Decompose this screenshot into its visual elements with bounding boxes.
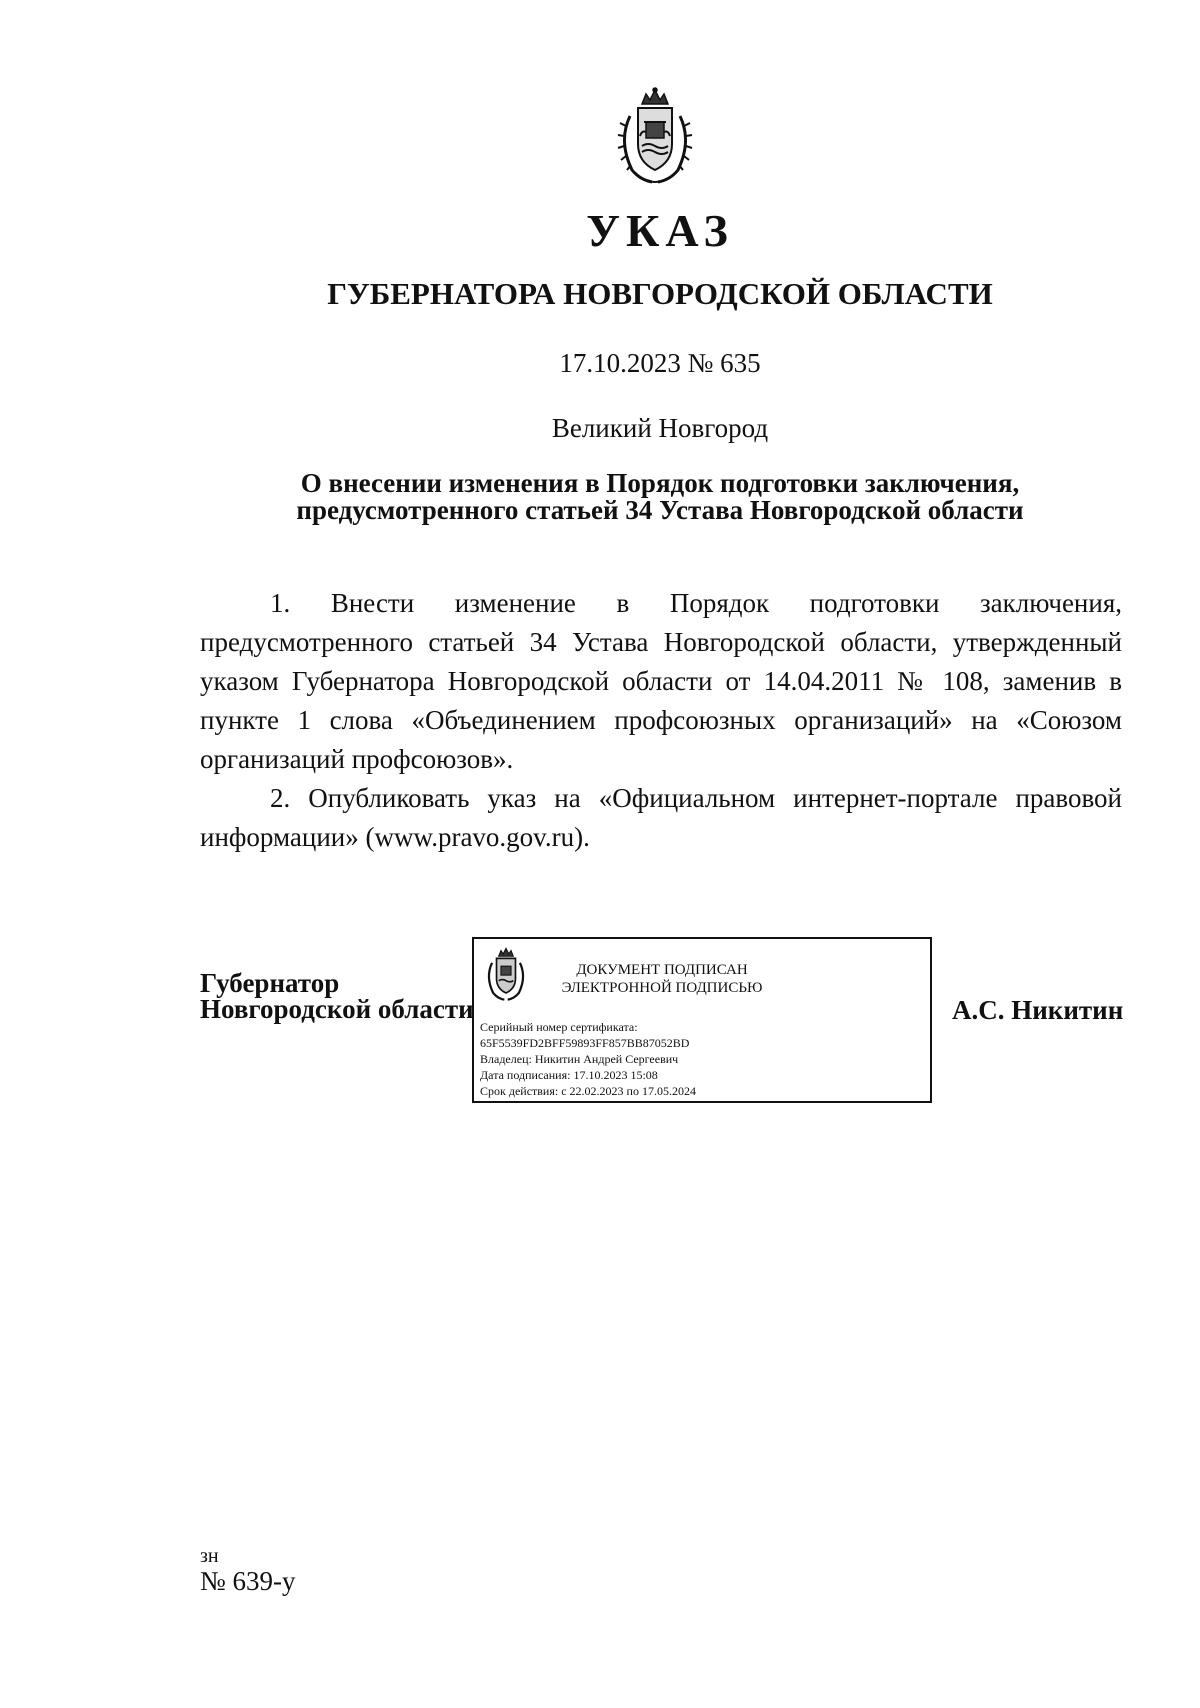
- signer-position: [200, 970, 474, 1022]
- signer-position-line-1: Губернатор: [200, 968, 340, 998]
- document-type-title: УКАЗ: [586, 205, 734, 256]
- document-body: [200, 584, 1122, 857]
- document-heading-line-1: О внесении изменения в Порядок подготовки заключения,: [300, 468, 1020, 498]
- stamp-heading: [542, 961, 782, 997]
- stamp-details: [480, 1019, 696, 1099]
- stamp-heading-line-1: ДОКУМЕНТ ПОДПИСАН: [576, 962, 748, 978]
- issuer-title: ГУБЕРНАТОРА НОВГОРОДСКОЙ ОБЛАСТИ: [327, 276, 993, 311]
- signer-name: А.С. Никитин: [952, 995, 1124, 1025]
- document-heading-line-2: предусмотренного статьей 34 Устава Новгородской области: [296, 495, 1024, 525]
- stamp-signed-date: Дата подписания: 17.10.2023 15:08: [480, 1068, 658, 1082]
- document-city: Великий Новгород: [551, 413, 769, 443]
- coat-of-arms-icon: [612, 86, 698, 186]
- stamp-validity: Срок действия: с 22.02.2023 по 17.05.2024: [480, 1084, 696, 1098]
- stamp-owner: Владелец: Никитин Андрей Сергеевич: [480, 1052, 679, 1066]
- stamp-coat-of-arms-icon: [482, 945, 530, 1003]
- stamp-heading-line-2: ЭЛЕКТРОННОЙ ПОДПИСЬЮ: [561, 980, 763, 996]
- signer-position-line-2: Новгородской области: [200, 994, 474, 1024]
- body-paragraph-2: 2. Опубликовать указ на «Официальном интернет-портале правовой информации» (www.pravo.gov.ru).: [200, 783, 1122, 852]
- body-paragraph-1: 1. Внести изменение в Порядок подготовки заключения, предусмотренного статьей 34 Устава Новгородской области, утвержденный указом Губернатора Новгородской области от 14.04.2011 № 108, заменив в пункте 1 слова «Объединением профсоюзных организаций» на «Союзом организаций профсоюзов».: [200, 588, 1122, 774]
- stamp-serial-value: 65F5539FD2BFF59893FF857BB87052BD: [480, 1036, 690, 1050]
- footer-number: № 639-у: [200, 1566, 296, 1596]
- stamp-serial-label: Серийный номер сертификата:: [480, 1020, 638, 1034]
- document-date-number: 17.10.2023 № 635: [559, 348, 761, 378]
- electronic-signature-stamp: [472, 937, 932, 1103]
- document-heading: [0, 470, 1200, 524]
- footer-code: зн: [200, 1545, 219, 1567]
